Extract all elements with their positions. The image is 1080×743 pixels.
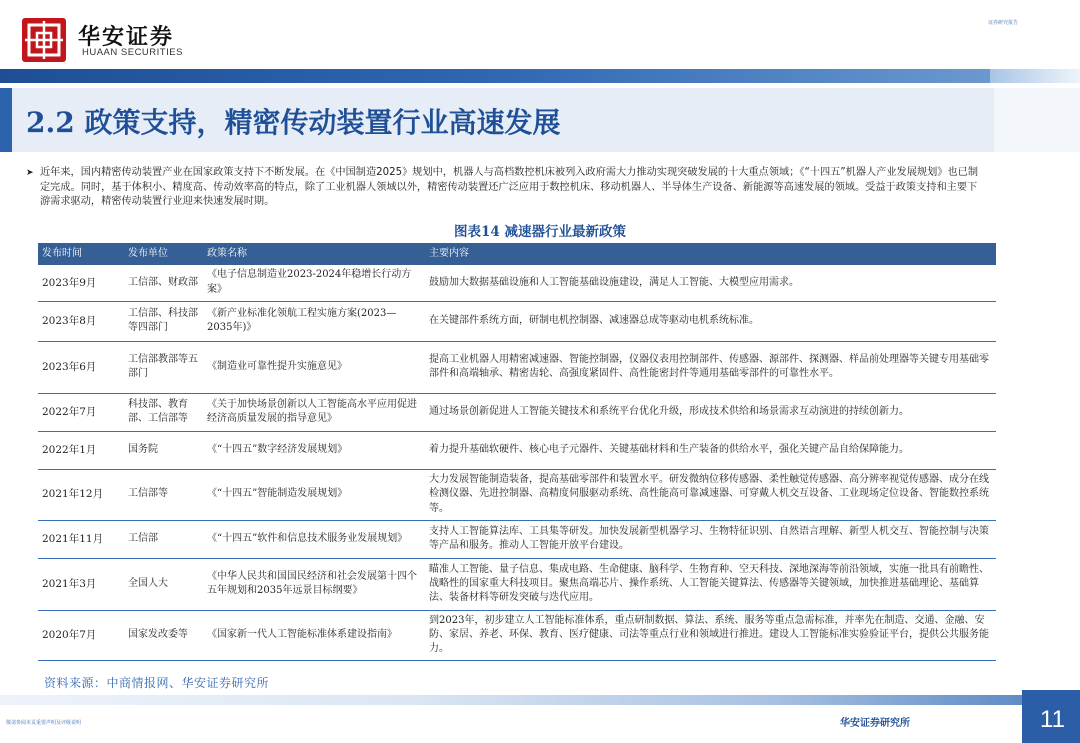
table-header-row [38,243,996,265]
row-date: 2023年6月 [38,341,124,393]
row-content: 在关键部件系统方面，研制电机控制器、减速器总成等驱动电机系统标准。 [425,301,996,341]
policy-table [38,243,996,661]
row-org: 工信部 [124,520,203,558]
header-policy-name: 政策名称 [203,243,425,265]
footer-band [0,695,1030,705]
row-org: 工信部、科技部等四部门 [124,301,203,341]
title-accent-bar [0,88,12,152]
row-policy-name: 《“十四五”智能制造发展规划》 [203,469,425,520]
intro-text: 近年来，国内精密传动装置产业在国家政策支持下不断发展。在《中国制造2025》规划中，机器人与高档数控机床被列入政府需大力推动实现突破发展的十大重点领域；《“十四五”机器人产业发展规划》也已制定完成。同时，基于体积小、精度高、传动效率高的特点，除了工业机器人领域以外，精密传动装置还广泛应用于数控机床、移动机器人、半导体生产设备、新能源等高速发展的领域。受益于政策支持和主要下游需求驱动，精密传动装置行业迎来快速发展时期。 [40,167,979,207]
header-content: 主要内容 [425,243,996,265]
company-logo [22,18,66,62]
table-row [38,301,996,341]
row-policy-name: 《“十四五”数字经济发展规划》 [203,431,425,469]
row-content: 大力发展智能制造装备，提高基础零部件和装置水平。研发微纳位移传感器、柔性触觉传感器、高分辨率视觉传感器、成分在线检测仪器、先进控制器、高精度伺服驱动系统、高性能高可靠减速器、可穿戴人机交互设备、工业现场定位设备、智能数控系统等。 [425,469,996,520]
row-date: 2021年11月 [38,520,124,558]
header-date: 发布时间 [38,243,124,265]
row-policy-name: 《“十四五”软件和信息技术服务业发展规划》 [203,520,425,558]
row-date: 2020年7月 [38,610,124,660]
row-policy-name: 《制造业可靠性提升实施意见》 [203,341,425,393]
disclaimer-note: 敬请参阅末页重要声明及评级说明 [6,720,82,726]
row-date: 2022年1月 [38,431,124,469]
figure-title: 图表14 减速器行业最新政策 [454,224,626,240]
table-row [38,341,996,393]
row-content: 着力提升基础软硬件、核心电子元器件、关键基础材料和生产装备的供给水平，强化关键产品自给保障能力。 [425,431,996,469]
title-bar-side [994,88,1080,152]
row-date: 2023年9月 [38,265,124,301]
row-org: 工信部、财政部 [124,265,203,301]
row-org: 国务院 [124,431,203,469]
row-org: 国家发改委等 [124,610,203,660]
footer-institute: 华安证券研究所 [840,718,910,729]
table-row [38,431,996,469]
row-policy-name: 《电子信息制造业2023-2024年稳增长行动方案》 [203,265,425,301]
row-date: 2021年12月 [38,469,124,520]
table-row [38,265,996,301]
row-org: 工信部教部等五部门 [124,341,203,393]
row-org: 全国人大 [124,558,203,610]
logo-emblem-icon [22,18,66,62]
row-date: 2022年7月 [38,393,124,431]
header-org: 发布单位 [124,243,203,265]
row-content: 提高工业机器人用精密减速器、智能控制器，仪器仪表用控制部件、传感器、源部件、探测器、样品前处理器等关键专用基础零部件和高端轴承、精密齿轮、高强度紧固件、高性能密封件等通用基础零部件的可靠性水平。 [425,341,996,393]
row-org: 科技部、教育部、工信部等 [124,393,203,431]
row-policy-name: 《关于加快场景创新以人工智能高水平应用促进经济高质量发展的指导意见》 [203,393,425,431]
arrow-bullet-icon: ➤ [26,168,34,178]
row-policy-name: 《中华人民共和国国民经济和社会发展第十四个五年规划和2035年远景目标纲要》 [203,558,425,610]
table-row [38,469,996,520]
table-row [38,393,996,431]
page-title: 2.2 政策支持，精密传动装置行业高速发展 [26,106,561,139]
row-org: 工信部等 [124,469,203,520]
table-row [38,610,996,660]
table-row [38,558,996,610]
header-band [0,69,990,83]
intro-paragraph [26,166,986,210]
data-source: 资料来源：中商情报网、华安证券研究所 [44,676,270,690]
row-content: 通过场景创新促进人工智能关键技术和系统平台优化升级，形成技术供给和场景需求互动演进的持续创新力。 [425,393,996,431]
report-type-note: 证券研究报告 [987,20,1018,26]
row-content: 瞄准人工智能、量子信息、集成电路、生命健康、脑科学、生物育种、空天科技、深地深海等前沿领域，实施一批具有前瞻性、战略性的国家重大科技项目。聚焦高端芯片、操作系统、人工智能关键算法、传感器等关键领域，加快推进基础理论、基础算法、装备材料等研发突破与迭代应用。 [425,558,996,610]
header-band-fade [990,69,1080,83]
row-content: 鼓励加大数据基础设施和人工智能基础设施建设，满足人工智能、大模型应用需求。 [425,265,996,301]
row-content: 支持人工智能算法库、工具集等研发。加快发展新型机器学习、生物特征识别、自然语言理解、新型人机交互、智能控制与决策等产品和服务。推动人工智能开放平台建设。 [425,520,996,558]
page-number: 11 [1040,706,1065,733]
row-policy-name: 《国家新一代人工智能标准体系建设指南》 [203,610,425,660]
row-date: 2021年3月 [38,558,124,610]
row-date: 2023年8月 [38,301,124,341]
row-policy-name: 《新产业标准化领航工程实施方案(2023—2035年)》 [203,301,425,341]
row-content: 到2023年，初步建立人工智能标准体系，重点研制数据、算法、系统、服务等重点急需标准，并率先在制造、交通、金融、安防、家居、养老、环保、教育、医疗健康、司法等重点行业和领域进行推进。建设人工智能标准实验验证平台，提供公共服务能力。 [425,610,996,660]
table-row [38,520,996,558]
brand-name-en: HUAAN SECURITIES [82,47,183,58]
brand-name-cn: 华安证券 [78,24,175,50]
